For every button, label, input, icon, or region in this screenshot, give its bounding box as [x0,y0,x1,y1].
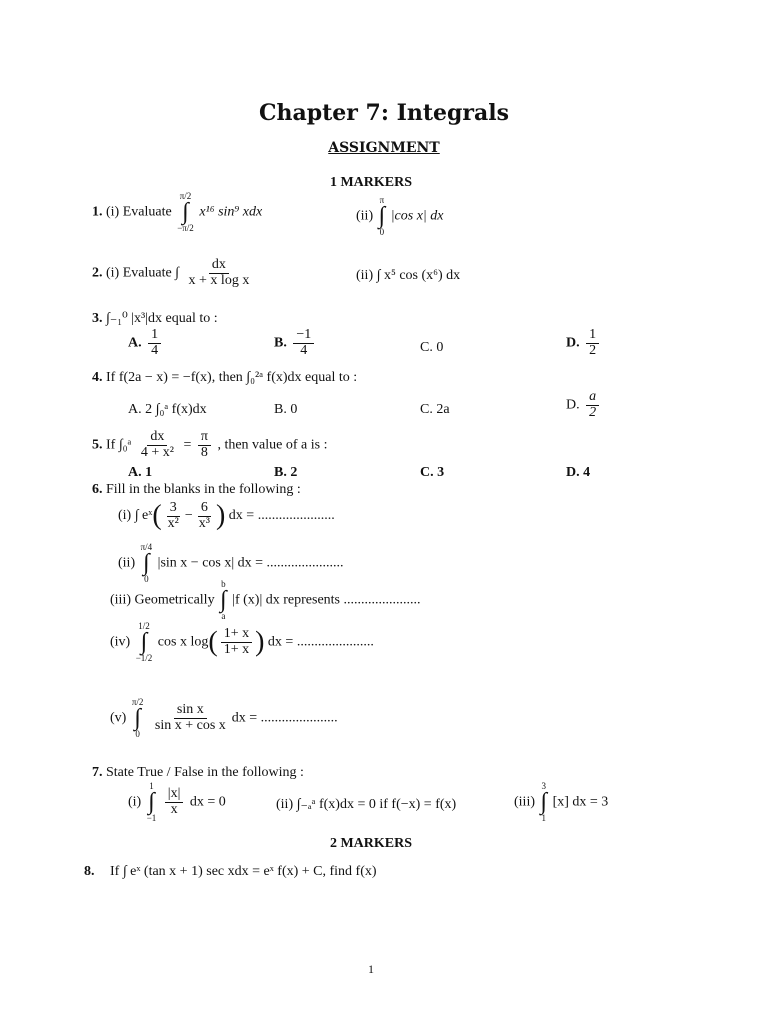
page-number: 1 [368,962,374,976]
q6-ii-integral: π/4 ∫ 0 [140,542,153,584]
q6-part-i: (i) ∫ eˣ( $\frac{3}{\text{x²}}$ − $\frac{6}{\text{x³}}$ ) dx = ...................... [118,499,335,531]
q3-option-d-fraction: $\frac{1}{2}$ [586,328,599,358]
q7-i-fraction: $\frac{|x|}{x}$ [165,787,184,817]
q6-i-fraction-b: $\frac{6}{\text{x³}}$ [198,499,210,531]
q1-part1-integrand: x¹⁶ sin⁹ xdx [199,204,263,220]
q3-option-b: B. $\frac{-1}{4}$ [274,328,317,358]
q6-i-fraction-a: $\frac{3}{\text{x²}}$ [167,499,179,531]
q4-stem: If f(2a − x) = −f(x), then ∫₀²ᵃ f(x)dx equal to : [106,370,358,385]
q6-iii-integral: b ∫ a [220,579,227,621]
q6-iv-integral: 1/2 ∫ −1/2 [135,621,153,663]
q7-i-integral: 1 ∫ −1 [146,781,157,823]
q8-stem: If ∫ eˣ (tan x + 1) sec xdx = eˣ f(x) + C, find f(x) [110,864,377,879]
q2-part1-label: (i) Evaluate ∫ [106,265,180,281]
chapter-title: Chapter 7: Integrals [258,100,510,126]
question-5: 5. If ∫₀ᵃ $\frac{dx}{\text{4 + x²}}$ = $\frac{\pi}{8}$ , then value of a is : [92,429,328,460]
q5-option-d: D. 4 [566,465,591,480]
q3-option-b-fraction: $\frac{-1}{4}$ [293,328,314,358]
q4-option-b: B. 0 [274,402,298,417]
q6-part-iii: (iii) Geometrically b ∫ a |f (x)| dx represents ...................... [110,579,421,621]
q7-iii-integral: 3 ∫ 1 [540,781,548,823]
q8-number: 8. [84,864,95,879]
q1-part2-upper: π [379,195,385,205]
q6-iv-fraction: $\frac{1+ x}{1+ x}$ [221,627,252,657]
q6-v-integral: π/2 ∫ 0 [131,697,144,739]
question-3 [92,310,218,327]
q5-rhs-fraction: $\frac{\pi}{8}$ [198,430,211,460]
q1-part1-integral: π/2 ∫ −π/2 [177,191,194,233]
q3-stem: ∫₋₁⁰ |x³|dx equal to : [106,311,218,326]
question-6 [92,482,301,498]
q5-option-a: A. 1 [128,465,153,480]
assignment-heading: ASSIGNMENT [328,140,440,156]
q1-part2-lower: 0 [379,226,385,237]
question-7 [92,765,304,781]
q1-part1-label: (i) Evaluate [106,204,172,220]
q6-stem: Fill in the blanks in the following : [106,482,301,497]
section-two-marker: 2 MARKERS [329,836,413,851]
q2-part1-den: x + x log x [188,272,250,288]
q1-number: 1. [92,204,103,220]
q6-part-v: (v) π/2 ∫ 0 $\frac{\text{sin x}}{\text{sin x + cos x}}$ dx = ...................... [110,697,338,739]
q5-option-c: C. 3 [420,465,445,480]
q4-option-c: C. 2a [420,402,450,417]
q4-option-a: A. 2 ∫₀ᵃ f(x)dx [128,402,207,417]
q4-option-d-fraction: $\frac{a}{2}$ [586,390,599,420]
q1-part2-integral: π ∫ 0 [378,195,386,237]
q6-v-fraction: $\frac{\text{sin x}}{\text{sin x + cos x}}$ [154,702,226,733]
q2-number: 2. [92,265,103,281]
q5-number: 5. [92,437,103,453]
q5-option-b: B. 2 [274,465,298,480]
q7-stem: State True / False in the following : [106,765,304,780]
question-1 [92,192,262,233]
q3-option-a-fraction: $\frac{1}{4}$ [148,328,161,358]
q6-part-ii: (ii) π/4 ∫ 0 |sin x − cos x| dx = ...................... [118,542,344,584]
question-8 [84,864,377,880]
q1-part2-integrand: |cos x| dx [390,208,444,224]
q3-option-d: D. $\frac{1}{2}$ [566,328,602,358]
q7-part-iii: (iii) 3 ∫ 1 [x] dx = 3 [514,781,609,823]
q2-part1-fraction [186,258,253,288]
q5-lhs-fraction: $\frac{dx}{\text{4 + x²}}$ [140,429,174,460]
q3-option-c: C. 0 [420,340,444,355]
q6-number: 6. [92,482,103,497]
section-one-marker: 1 MARKERS [329,175,413,190]
question-4 [92,370,357,386]
question-2 [92,258,255,288]
q1-part1-upper: π/2 [179,191,192,201]
q2-part1-num: dx [209,258,229,274]
q1-part1-lower: −π/2 [177,222,194,233]
q4-number: 4. [92,370,103,385]
q7-number: 7. [92,765,103,780]
q4-option-d: D. $\frac{a}{2}$ [566,390,602,420]
q3-option-a: A. $\frac{1}{4}$ [128,328,164,358]
question-2-part2: (ii) ∫ x⁵ cos (x⁶) dx [356,268,461,283]
question-1-part2 [356,196,443,237]
q1-part2-label: (ii) [356,208,374,224]
q6-part-iv: (iv) 1/2 ∫ −1/2 cos x log( $\frac{1+ x}{1+ x}$ ) dx = ...................... [110,621,374,663]
q7-part-i: (i) 1 ∫ −1 $\frac{|x|}{x}$ dx = 0 [128,781,226,823]
q3-number: 3. [92,311,103,326]
q7-part-ii: (ii) ∫₋ₐᵃ f(x)dx = 0 if f(−x) = f(x) [276,797,457,812]
